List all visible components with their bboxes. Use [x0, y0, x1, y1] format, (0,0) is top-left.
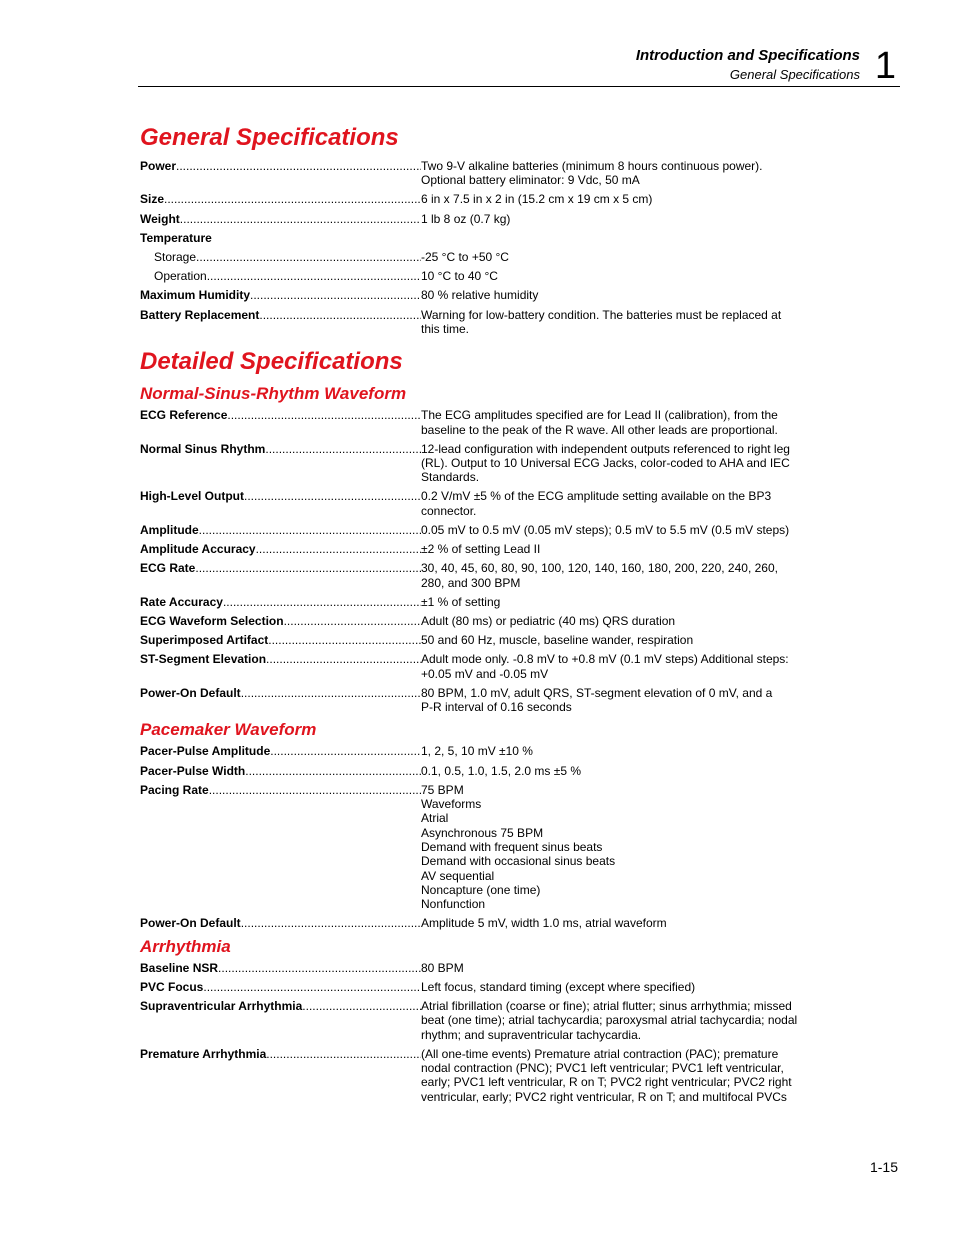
spec-value-line: 1, 2, 5, 10 mV ±10 % [421, 744, 533, 759]
dot-leader [176, 159, 421, 188]
spec-label: Power-On Default [140, 685, 241, 700]
dot-leader [266, 652, 421, 681]
dot-leader [268, 633, 421, 647]
dot-leader [180, 212, 421, 226]
spec-value-line: 6 in x 7.5 in x 2 in (15.2 cm x 19 cm x 5 cm) [421, 192, 653, 207]
detailed-specifications-heading: Detailed Specifications [140, 348, 403, 376]
spec-value-line: ±1 % of setting [421, 594, 501, 609]
spec-label-cell [140, 308, 421, 337]
spec-value-line: 80 BPM [421, 960, 464, 975]
spec-label-cell [140, 231, 421, 245]
dot-leader [199, 523, 421, 537]
spec-value-line: 0.05 mV to 0.5 mV (0.05 mV steps); 0.5 mV to 5.5 mV (0.5 mV steps) [421, 522, 790, 537]
dot-leader [244, 489, 421, 518]
spec-value-line: Noncapture (one time) [421, 882, 541, 897]
spec-row [140, 308, 820, 337]
spec-value-line: 30, 40, 45, 60, 80, 90, 100, 120, 140, 160, 180, 200, 220, 240, 260, [421, 561, 778, 576]
spec-value [421, 523, 813, 537]
spec-label-cell [140, 192, 421, 206]
spec-label-cell [140, 783, 421, 912]
spec-row [140, 489, 820, 518]
spec-value-line: Left focus, standard timing (except where specified) [421, 979, 696, 994]
spec-row [140, 159, 820, 188]
spec-value-line: Nonfunction [421, 897, 486, 912]
spec-value-line: 10 °C to 40 °C [421, 269, 498, 284]
spec-value-line: 0.2 V/mV ±5 % of the ECG amplitude setting available on the BP3 [421, 489, 772, 504]
spec-label-cell [140, 250, 421, 264]
spec-value-line: connector. [421, 503, 477, 518]
spec-label: Operation [154, 269, 207, 284]
spec-value-line: P-R interval of 0.16 seconds [421, 700, 572, 715]
spec-row [140, 633, 820, 647]
dot-leader [245, 764, 421, 778]
spec-label: ECG Waveform Selection [140, 614, 284, 628]
spec-value [421, 961, 813, 975]
dot-leader [218, 961, 421, 975]
spec-label-cell [140, 764, 421, 778]
spec-value [421, 980, 813, 994]
spec-value-line: Warning for low-battery condition. The batteries must be replaced at [421, 307, 782, 322]
dot-leader [209, 783, 421, 912]
spec-row [140, 764, 820, 778]
spec-label-cell [140, 686, 421, 715]
spec-row [140, 442, 820, 485]
spec-value [421, 159, 813, 188]
spec-value-line: AV sequential [421, 868, 495, 883]
dot-leader [250, 288, 421, 302]
pacemaker-spec-list [140, 744, 820, 930]
spec-row [140, 744, 820, 758]
spec-value-line: The ECG amplitudes specified are for Lead II (calibration), from the [421, 408, 778, 423]
spec-value [421, 999, 813, 1042]
spec-label-cell [140, 916, 421, 930]
spec-value-line: 80 BPM, 1.0 mV, adult QRS, ST-segment elevation of 0 mV, and a [421, 685, 773, 700]
spec-value [421, 633, 813, 647]
spec-row [140, 192, 820, 206]
spec-value [421, 408, 813, 437]
spec-value-line: Standards. [421, 470, 480, 485]
spec-row [140, 1047, 820, 1104]
spec-value [421, 288, 813, 302]
nsr-waveform-heading: Normal-Sinus-Rhythm Waveform [140, 384, 407, 404]
spec-value [421, 783, 813, 912]
spec-row [140, 783, 820, 912]
spec-value-line: Atrial [421, 811, 449, 826]
spec-label: ECG Rate [140, 561, 196, 576]
dot-leader [241, 686, 421, 715]
spec-label: Baseline NSR [140, 960, 219, 975]
spec-label-cell [140, 961, 421, 975]
spec-value [421, 212, 813, 226]
arrhythmia-spec-list [140, 961, 820, 1104]
spec-value-line: Demand with occasional sinus beats [421, 854, 616, 869]
dot-leader [227, 408, 421, 437]
spec-label: Power-On Default [140, 916, 241, 931]
spec-value-line: 80 % relative humidity [421, 288, 539, 303]
spec-value-line: rhythm; and supraventricular tachycardia. [421, 1027, 642, 1042]
spec-value-line: 12-lead configuration with independent outputs referenced to right leg [421, 441, 790, 456]
dot-leader [284, 614, 421, 628]
spec-value [421, 595, 813, 609]
spec-value [421, 764, 813, 778]
spec-label-cell [140, 999, 421, 1042]
dot-leader [256, 542, 421, 556]
spec-value [421, 542, 813, 556]
spec-value [421, 269, 813, 283]
spec-value-line: beat (one time); atrial tachycardia; paroxysmal atrial tachycardia; nodal [421, 1013, 798, 1028]
general-spec-list [140, 159, 820, 336]
spec-label: Size [140, 192, 165, 207]
spec-value-line: 0.1, 0.5, 1.0, 1.5, 2.0 ms ±5 % [421, 763, 582, 778]
spec-label-cell [140, 212, 421, 226]
page-header [138, 46, 900, 87]
spec-label: Weight [140, 211, 180, 226]
spec-row [140, 542, 820, 556]
spec-row [140, 288, 820, 302]
spec-value [421, 614, 813, 628]
spec-value-line: this time. [421, 321, 470, 336]
spec-label: PVC Focus [140, 979, 204, 994]
spec-row [140, 408, 820, 437]
spec-value [421, 308, 813, 337]
spec-value-line: -25 °C to +50 °C [421, 250, 509, 265]
spec-value [421, 1047, 813, 1104]
spec-value-line: ±2 % of setting Lead II [421, 542, 541, 557]
spec-row [140, 231, 820, 245]
spec-label-cell [140, 1047, 421, 1104]
spec-label: High-Level Output [140, 489, 244, 504]
spec-label-cell [140, 595, 421, 609]
dot-leader [223, 595, 421, 609]
spec-row [140, 999, 820, 1042]
spec-value-line: Two 9-V alkaline batteries (minimum 8 hours continuous power). [421, 159, 763, 173]
spec-value [421, 250, 813, 264]
spec-label: ECG Reference [140, 408, 228, 423]
dot-leader [241, 916, 421, 930]
spec-value-line: 280, and 300 BPM [421, 575, 521, 590]
spec-label: Superimposed Artifact [140, 633, 269, 648]
dot-leader [265, 442, 421, 485]
spec-label-cell [140, 542, 421, 556]
spec-label: Premature Arrhythmia [140, 1046, 267, 1061]
spec-value-line: Amplitude 5 mV, width 1.0 ms, atrial waveform [421, 916, 667, 931]
spec-value [421, 489, 813, 518]
spec-row [140, 523, 820, 537]
spec-row [140, 961, 820, 975]
spec-value-line: (All one-time events) Premature atrial contraction (PAC); premature [421, 1046, 779, 1061]
spec-label-cell [140, 614, 421, 628]
page-number: 1-15 [869, 1159, 898, 1175]
general-specifications-heading: General Specifications [140, 124, 399, 151]
spec-value [421, 686, 813, 715]
spec-value [421, 916, 813, 930]
spec-row [140, 652, 820, 681]
spec-label: Amplitude [140, 522, 199, 537]
pacemaker-waveform-heading: Pacemaker Waveform [140, 720, 317, 740]
spec-row [140, 212, 820, 226]
spec-row [140, 980, 820, 994]
spec-row [140, 561, 820, 590]
spec-row [140, 595, 820, 609]
spec-value-line: early; PVC1 left ventricular, R on T; PVC2 right ventricular; PVC2 right [421, 1075, 792, 1090]
spec-label: Amplitude Accuracy [140, 542, 256, 557]
spec-label: Supraventricular Arrhythmia [140, 999, 303, 1014]
spec-label: Pacer-Pulse Amplitude [140, 744, 271, 759]
spec-value-line: baseline to the peak of the R wave. All other leads are proportional. [421, 422, 778, 437]
chapter-number: 1 [874, 45, 896, 87]
spec-value-line: ventricular, early; PVC2 right ventricular, R on T; and multifocal PVCs [421, 1089, 787, 1104]
spec-value [421, 192, 813, 206]
arrhythmia-heading: Arrhythmia [140, 936, 231, 956]
dot-leader [196, 250, 421, 264]
spec-label-cell [140, 489, 421, 518]
spec-label: Battery Replacement [140, 307, 260, 322]
spec-value-line: Demand with frequent sinus beats [421, 840, 603, 855]
dot-leader [259, 308, 421, 337]
spec-value-line: Adult (80 ms) or pediatric (40 ms) QRS duration [421, 614, 676, 628]
spec-label: Storage [154, 250, 197, 265]
spec-value-line: 75 BPM [421, 782, 464, 797]
spec-label-cell [140, 288, 421, 302]
spec-value-line: Atrial fibrillation (coarse or fine); atrial flutter; sinus arrhythmia; missed [421, 999, 792, 1014]
spec-label-cell [140, 159, 421, 188]
spec-value [421, 442, 813, 485]
spec-label-cell [140, 523, 421, 537]
spec-row [140, 269, 820, 283]
spec-value-line: 1 lb 8 oz (0.7 kg) [421, 211, 511, 226]
spec-label-cell [140, 980, 421, 994]
spec-label: Normal Sinus Rhythm [140, 441, 266, 456]
dot-leader [266, 1047, 421, 1104]
spec-value-line: Adult mode only. -0.8 mV to +0.8 mV (0.1 mV steps) Additional steps: [421, 652, 789, 667]
spec-row [140, 916, 820, 930]
spec-label: Pacing Rate [140, 782, 209, 797]
spec-label: ST-Segment Elevation [140, 652, 267, 667]
spec-row [140, 614, 820, 628]
dot-leader [195, 561, 421, 590]
spec-label-cell [140, 408, 421, 437]
spec-label-cell [140, 652, 421, 681]
spec-value [421, 231, 813, 245]
spec-label: Maximum Humidity [140, 288, 251, 303]
spec-value-line: +0.05 mV and -0.05 mV [421, 666, 549, 681]
spec-value-line: (RL). Output to 10 Universal ECG Jacks, color-coded to AHA and IEC [421, 455, 790, 470]
spec-value [421, 561, 813, 590]
spec-value [421, 652, 813, 681]
spec-row [140, 686, 820, 715]
spec-value-line: 50 and 60 Hz, muscle, baseline wander, respiration [421, 633, 694, 648]
header-title: Introduction and Specifications [635, 47, 860, 64]
spec-value-line: nodal contraction (PNC); PVC1 left ventricular; PVC1 left ventricular, [421, 1061, 784, 1076]
spec-label-cell [140, 442, 421, 485]
spec-label: Temperature [140, 230, 212, 245]
dot-leader [207, 269, 421, 283]
spec-label: Power [140, 159, 177, 173]
spec-value-line: Waveforms [421, 797, 482, 812]
spec-label-cell [140, 744, 421, 758]
spec-value-line: Optional battery eliminator: 9 Vdc, 50 mA [421, 173, 640, 188]
spec-label: Pacer-Pulse Width [140, 763, 246, 778]
dot-leader [164, 192, 421, 206]
header-subtitle: General Specifications [729, 67, 860, 82]
spec-value [421, 744, 813, 758]
spec-label-cell [140, 269, 421, 283]
spec-label-cell [140, 561, 421, 590]
dot-leader [270, 744, 421, 758]
dot-leader [203, 980, 421, 994]
dot-leader [302, 999, 421, 1042]
spec-value-line: Asynchronous 75 BPM [421, 825, 544, 840]
spec-label-cell [140, 633, 421, 647]
page-content [140, 122, 820, 1109]
spec-row [140, 250, 820, 264]
nsr-spec-list [140, 408, 820, 714]
spec-label: Rate Accuracy [140, 594, 223, 609]
